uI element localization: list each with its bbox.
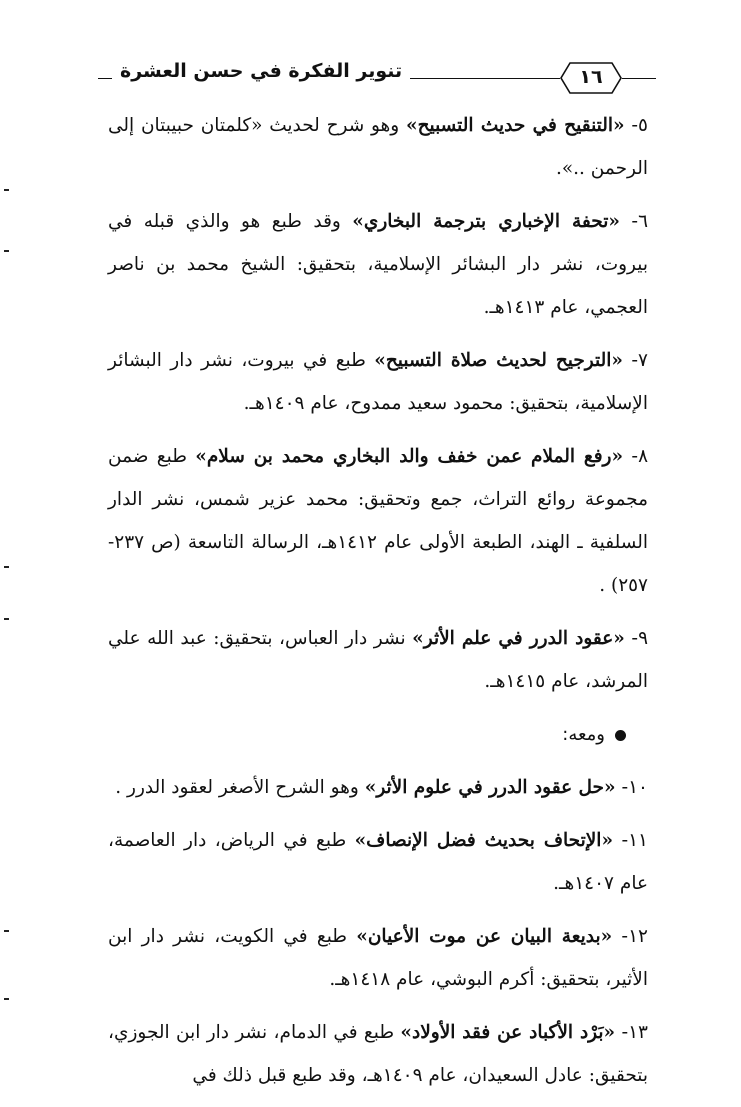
item-title: «الإتحاف بحديث فضل الإنصاف» xyxy=(354,830,614,851)
item-title: «بديعة البيان عن موت الأعيان» xyxy=(356,926,613,947)
bullet-icon xyxy=(615,730,626,741)
item-text: نشر دار العباس، بتحقيق: عبد الله علي المرشد، عام ١٤١٥هـ. xyxy=(108,628,648,692)
item-text: وهو شرح لحديث «كلمتان حبيبتان إلى الرحمن ..». xyxy=(108,115,648,179)
item-number: ١١- xyxy=(613,830,648,851)
item-title: «تحفة الإخباري بترجمة البخاري» xyxy=(352,211,620,232)
item-text: طبع في الرياض، دار العاصمة، عام ١٤٠٧هـ. xyxy=(108,830,648,894)
item-title: «التنقيح في حديث التسبيح» xyxy=(406,115,625,136)
margin-mark xyxy=(4,250,9,252)
margin-mark xyxy=(4,566,9,568)
margin-mark xyxy=(4,930,9,932)
margin-mark xyxy=(4,618,9,620)
item-title: «عقود الدرر في علم الأثر» xyxy=(412,628,625,649)
subheading-text: ومعه: xyxy=(562,724,605,745)
list-item xyxy=(108,339,648,425)
item-number: ٩- xyxy=(624,628,648,649)
list-item xyxy=(108,435,648,607)
page-number-badge xyxy=(560,61,622,95)
item-number: ١٣- xyxy=(615,1022,648,1043)
item-text: طبع في بيروت، نشر دار البشائر الإسلامية، بتحقيق: محمود سعيد ممدوح، عام ١٤٠٩هـ. xyxy=(108,350,648,414)
margin-mark xyxy=(4,189,9,191)
item-title: «رفع الملام عمن خفف والد البخاري محمد بن سلام» xyxy=(195,446,624,467)
item-number: ٧- xyxy=(622,350,648,371)
item-number: ١٢- xyxy=(612,926,648,947)
item-text: وقد طبع هو والذي قبله في بيروت، نشر دار البشائر الإسلامية، بتحقيق: الشيخ محمد بن ناصر العجمي، عام ١٤١٣هـ. xyxy=(108,211,648,318)
page-number: ١٦ xyxy=(579,66,603,88)
list-item xyxy=(108,200,648,329)
item-title: «بَرْد الأكباد عن فقد الأولاد» xyxy=(400,1022,616,1043)
item-number: ٦- xyxy=(619,211,649,232)
item-text: طبع في الدمام، نشر دار ابن الجوزي، بتحقيق: عادل السعيدان، عام ١٤٠٩هـ، وقد طبع قبل ذلك في xyxy=(108,1022,648,1086)
list-item xyxy=(108,1011,648,1097)
list-item xyxy=(108,104,648,190)
list-item xyxy=(108,819,648,905)
item-text: طبع ضمن مجموعة روائع التراث، جمع وتحقيق: محمد عزير شمس، نشر الدار السلفية ـ الهند، الطبعة الأولى عام ١٤١٢هـ، الرسالة التاسعة (ص ٢٣٧- ٢٥٧) . xyxy=(108,446,648,596)
item-text: وهو الشرح الأصغر لعقود الدرر . xyxy=(115,777,365,798)
list-item xyxy=(108,617,648,703)
header-title: تنوير الفكرة في حسن العشرة xyxy=(112,60,410,82)
item-title: «الترجيح لحديث صلاة التسبيح» xyxy=(374,350,623,371)
list-item xyxy=(108,766,648,809)
item-number: ٨- xyxy=(623,446,648,467)
item-number: ٥- xyxy=(624,115,648,136)
section-subheading xyxy=(108,713,648,756)
running-header xyxy=(98,52,656,102)
margin-mark xyxy=(4,998,9,1000)
main-text xyxy=(108,104,648,1107)
item-number: ١٠- xyxy=(615,777,648,798)
list-item xyxy=(108,915,648,1001)
item-title: «حل عقود الدرر في علوم الأثر» xyxy=(364,777,616,798)
item-text: طبع في الكويت، نشر دار ابن الأثير، بتحقيق: أكرم البوشي، عام ١٤١٨هـ. xyxy=(108,926,648,990)
